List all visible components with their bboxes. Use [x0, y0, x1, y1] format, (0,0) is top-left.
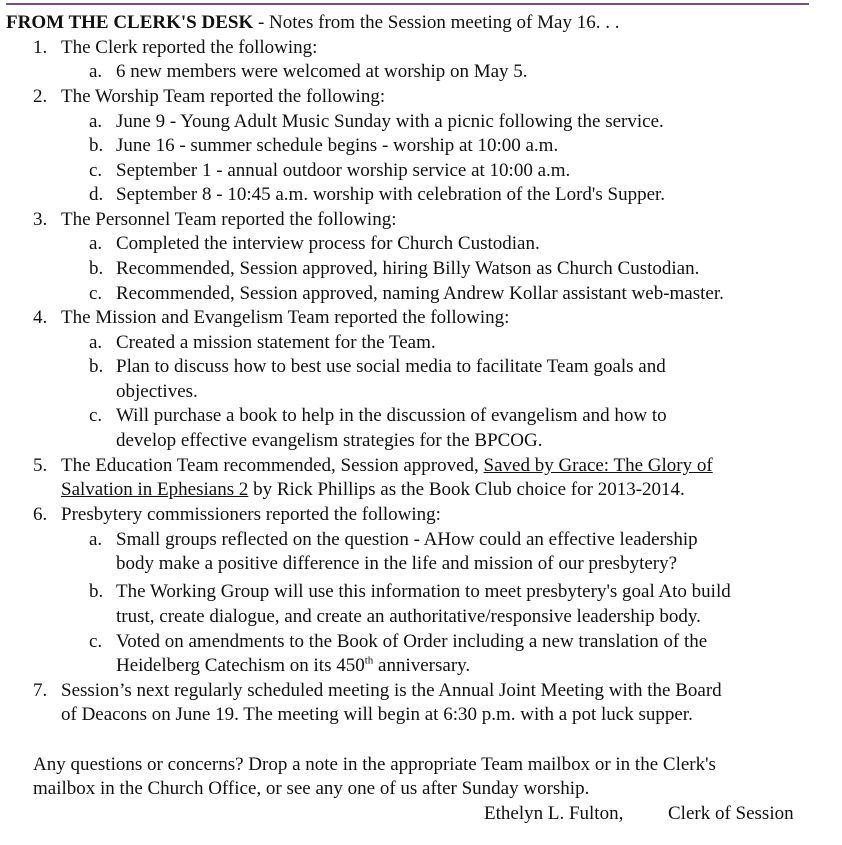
item-text: The Worship Team reported the following:	[61, 86, 386, 107]
item-text-part: by Rick Phillips as the Book Club choice for 2013-2014.	[248, 479, 685, 500]
sub-item-text: June 9 - Young Adult Music Sunday with a picnic following the service.	[116, 111, 664, 132]
item-text: The Mission and Evangelism Team reported the following:	[61, 307, 510, 328]
sub-item-text-part: anniversary.	[373, 655, 471, 676]
item-number: 4.	[33, 307, 48, 328]
item-text: The Personnel Team reported the following:	[61, 209, 397, 230]
sub-item-text: objectives.	[116, 381, 198, 402]
item-number: 5.	[33, 455, 48, 476]
sub-item-letter: a.	[89, 233, 103, 254]
sub-item-letter: b.	[89, 135, 104, 156]
item-number: 6.	[33, 504, 48, 525]
signature-title: Clerk of Session	[668, 803, 794, 824]
item-text-part: The Education Team recommended, Session approved,	[61, 455, 484, 476]
item-text: The Clerk reported the following:	[61, 37, 318, 58]
header-rule	[6, 3, 809, 5]
book-title: Salvation in Ephesians 2	[61, 479, 249, 500]
book-title: Saved by Grace: The Glory of	[483, 455, 713, 476]
header-subtitle: - Notes from the Session meeting of May 16. . .	[253, 12, 620, 33]
sub-item-letter: a.	[89, 61, 103, 82]
closing-text: Any questions or concerns? Drop a note in the appropriate Team mailbox or in the Clerk's	[33, 754, 716, 775]
header-title: FROM THE CLERK'S DESK	[6, 12, 254, 33]
sub-item-text: June 16 - summer schedule begins - worship at 10:00 a.m.	[116, 135, 559, 156]
sub-item-text: Voted on amendments to the Book of Order including a new translation of the	[116, 631, 708, 652]
signature-name: Ethelyn L. Fulton,	[484, 803, 624, 824]
sub-item-letter: d.	[89, 184, 104, 205]
item-number: 3.	[33, 209, 48, 230]
item-number: 2.	[33, 86, 48, 107]
sub-item-text: Small groups reflected on the question - AHow could an effective leadership	[116, 529, 698, 550]
sub-item-text: Plan to discuss how to best use social media to facilitate Team goals and	[116, 356, 666, 377]
sub-item-letter: c.	[89, 631, 103, 652]
item-text: of Deacons on June 19. The meeting will begin at 6:30 p.m. with a pot luck supper.	[61, 704, 693, 725]
sub-item-text: trust, create dialogue, and create an authoritative/responsive leadership body.	[116, 606, 701, 627]
sub-item-letter: b.	[89, 356, 104, 377]
item-number: 1.	[33, 37, 48, 58]
sub-item-text: Created a mission statement for the Team.	[116, 332, 436, 353]
sub-item-letter: a.	[89, 111, 103, 132]
sub-item-text: Will purchase a book to help in the discussion of evangelism and how to	[116, 405, 667, 426]
sub-item-letter: c.	[89, 283, 103, 304]
sub-item-text: body make a positive difference in the life and mission of our presbytery?	[116, 553, 678, 574]
header-line	[6, 11, 619, 35]
sub-item-letter: b.	[89, 258, 104, 279]
sub-item-text-part: Heidelberg Catechism on its 450	[116, 655, 365, 676]
sub-item-text: Recommended, Session approved, naming Andrew Kollar assistant web-master.	[116, 283, 724, 304]
closing-text: mailbox in the Church Office, or see any one of us after Sunday worship.	[33, 778, 590, 799]
sub-item-text: develop effective evangelism strategies for the BPCOG.	[116, 430, 543, 451]
ordinal-suffix: th	[364, 654, 374, 667]
sub-item-letter: a.	[89, 332, 103, 353]
sub-item-text: Recommended, Session approved, hiring Billy Watson as Church Custodian.	[116, 258, 700, 279]
sub-item-text: September 1 - annual outdoor worship service at 10:00 a.m.	[116, 160, 571, 181]
sub-item-letter: b.	[89, 581, 104, 602]
sub-item-letter: c.	[89, 160, 103, 181]
sub-item-text: Completed the interview process for Church Custodian.	[116, 233, 540, 254]
sub-item-letter: c.	[89, 405, 103, 426]
sub-item-text	[116, 654, 470, 678]
sub-item-letter: a.	[89, 529, 103, 550]
sub-item-text: September 8 - 10:45 a.m. worship with celebration of the Lord's Supper.	[116, 184, 666, 205]
item-text: Presbytery commissioners reported the following:	[61, 504, 441, 525]
item-text	[61, 454, 713, 478]
sub-item-text: 6 new members were welcomed at worship on May 5.	[116, 61, 528, 82]
item-text	[61, 478, 685, 502]
item-number: 7.	[33, 680, 48, 701]
item-text: Session’s next regularly scheduled meeting is the Annual Joint Meeting with the Board	[61, 680, 722, 701]
sub-item-text: The Working Group will use this information to meet presbytery's goal Ato build	[116, 581, 731, 602]
